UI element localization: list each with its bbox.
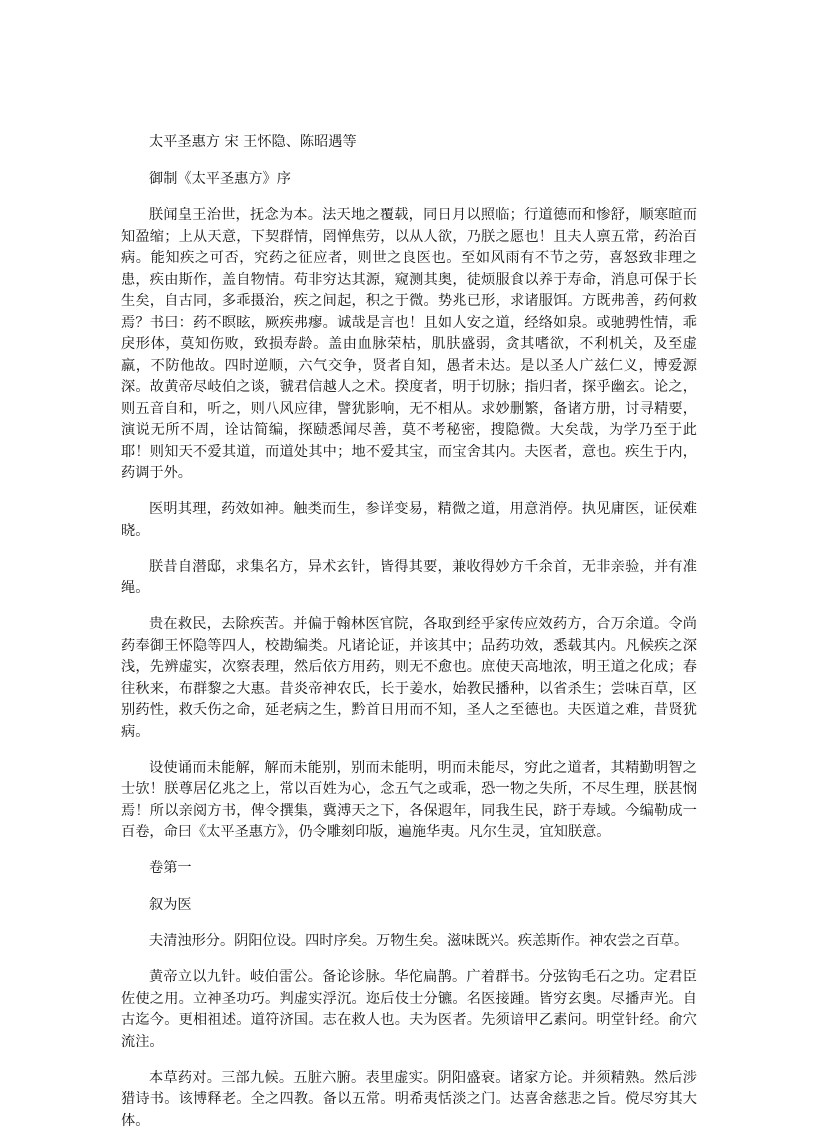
preface-paragraph: 朕闻皇王治世，抚念为本。法天地之覆载，同日月以照临；行道德而和惨舒，顺寒暄而知盈缩；上从天意，下契群情，罔惮焦劳，以从人欲，乃朕之愿也！且夫人禀五常，药治百病。能知疾之可否，究药之征应者，则世之良医也。至如风雨有不节之劳，喜怒致非理之患，疾由斯作，盖自物情。苟非穷达其源，窥测其奥，徒烦服食以养于寿命，消息可保于长生矣，自古同，多乖摄治，疾之间起，积之于微。势兆已形，求诸服饵。方既弗善，药何救焉？书曰：药不瞑眩，厥疾弗瘳。诚哉是言也！且如人安之道，经络如泉。或驰骋性情，乖戾形体，莫知伤败，致损寿龄。盖由血脉荣枯，肌肤盛弱，贪其嗜欲，不利机关，及至虚羸，不防他故。四时逆顺，六气交争，贤者自知，愚者未达。是以圣人广兹仁义，博爱源深。故黄帝尽岐伯之谈，虢君信越人之术。揆度者，明于切脉；指归者，探乎幽玄。论之，则五音自和，听之，则八风应律，譬犹影响，无不相从。求妙删繁，备诸方册，讨寻精要，演说无所不周，诠诂简编，探赜悉闻尽善，莫不考秘密，搜隐微。大矣哉，为学乃至于此耶！则知天不爱其道，而道处其中；地不爱其宝，而宝舍其内。夫医者，意也。疾生于内，药调于外。 [121,207,697,481]
section-paragraph: 夫清浊形分。阴阳位设。四时序矣。万物生矣。滋味既兴。疾恙斯作。神农尝之百草。 [149,933,689,949]
preface-paragraph: 设使诵而未能解，解而未能别，别而未能明，明而未能尽，穷此之道者，其精勤明智之士欤！朕尊居亿兆之上，常以百姓为心，念五气之或乖，恐一物之失所，不尽生理，朕甚悯焉！所以亲阅方书，俾令撰集，冀溥天之下，各保遐年，同我生民，跻于寿域。今编勒成一百卷，命曰《太平圣惠方》，仍令雕刻印版，遍施华夷。凡尔生灵，宜知朕意。 [121,759,697,840]
book-title-line: 太平圣惠方 宋 王怀隐、陈昭遇等 [149,134,357,150]
volume-title: 卷第一 [149,860,192,876]
preface-paragraph: 朕昔自潜邸，求集名方，异术玄针，皆得其要，兼收得妙方千余首，无非亲验，并有准绳。 [121,558,697,596]
document-body [121,132,697,1147]
section-paragraph: 黄帝立以九针。岐伯雷公。备论诊脉。华佗扁鹊。广着群书。分弦钩毛石之功。定君臣佐使之用。立神圣功巧。判虚实浮沉。迩后伎士分镳。名医接踵。皆穷玄奥。尽播声光。自古迄今。更相祖述。道符济国。志在救人也。夫为医者。先须谙甲乙素问。明堂针经。俞穴流注。 [121,969,697,1050]
section-title: 叙为医 [149,896,192,913]
preface-title: 御制《太平圣惠方》序 [149,170,291,187]
preface-paragraph: 医明其理，药效如神。触类而生，参详变易，精微之道，用意消停。执见庸医，证侯难晓。 [121,501,697,539]
section-paragraph: 本草药对。三部九候。五脏六腑。表里虚实。阴阳盛衰。诸家方论。并须精熟。然后涉猎诗书。该博释老。全之四教。备以五常。明希夷恬淡之门。达喜舍慈悲之旨。傥尽穷其大体。 [121,1069,697,1129]
preface-paragraph: 贵在救民，去除疾苦。并偏于翰林医官院，各取到经乎家传应效药方，合万余道。令尚药奉御王怀隐等四人，校勘编类。凡诸论证，并该其中；品药功效，悉载其内。凡候疾之深浅，先辨虚实，次察表理，然后依方用药，则无不愈也。庶使天高地浓，明王道之化成；春往秋来，布群黎之大惠。昔炎帝神农氏，长于姜水，始教民播种，以省杀生；尝味百草，区别药性，救夭伤之命，延老病之生，黔首日用而不知，圣人之至德也。夫医道之难，昔贤犹病。 [121,616,697,740]
